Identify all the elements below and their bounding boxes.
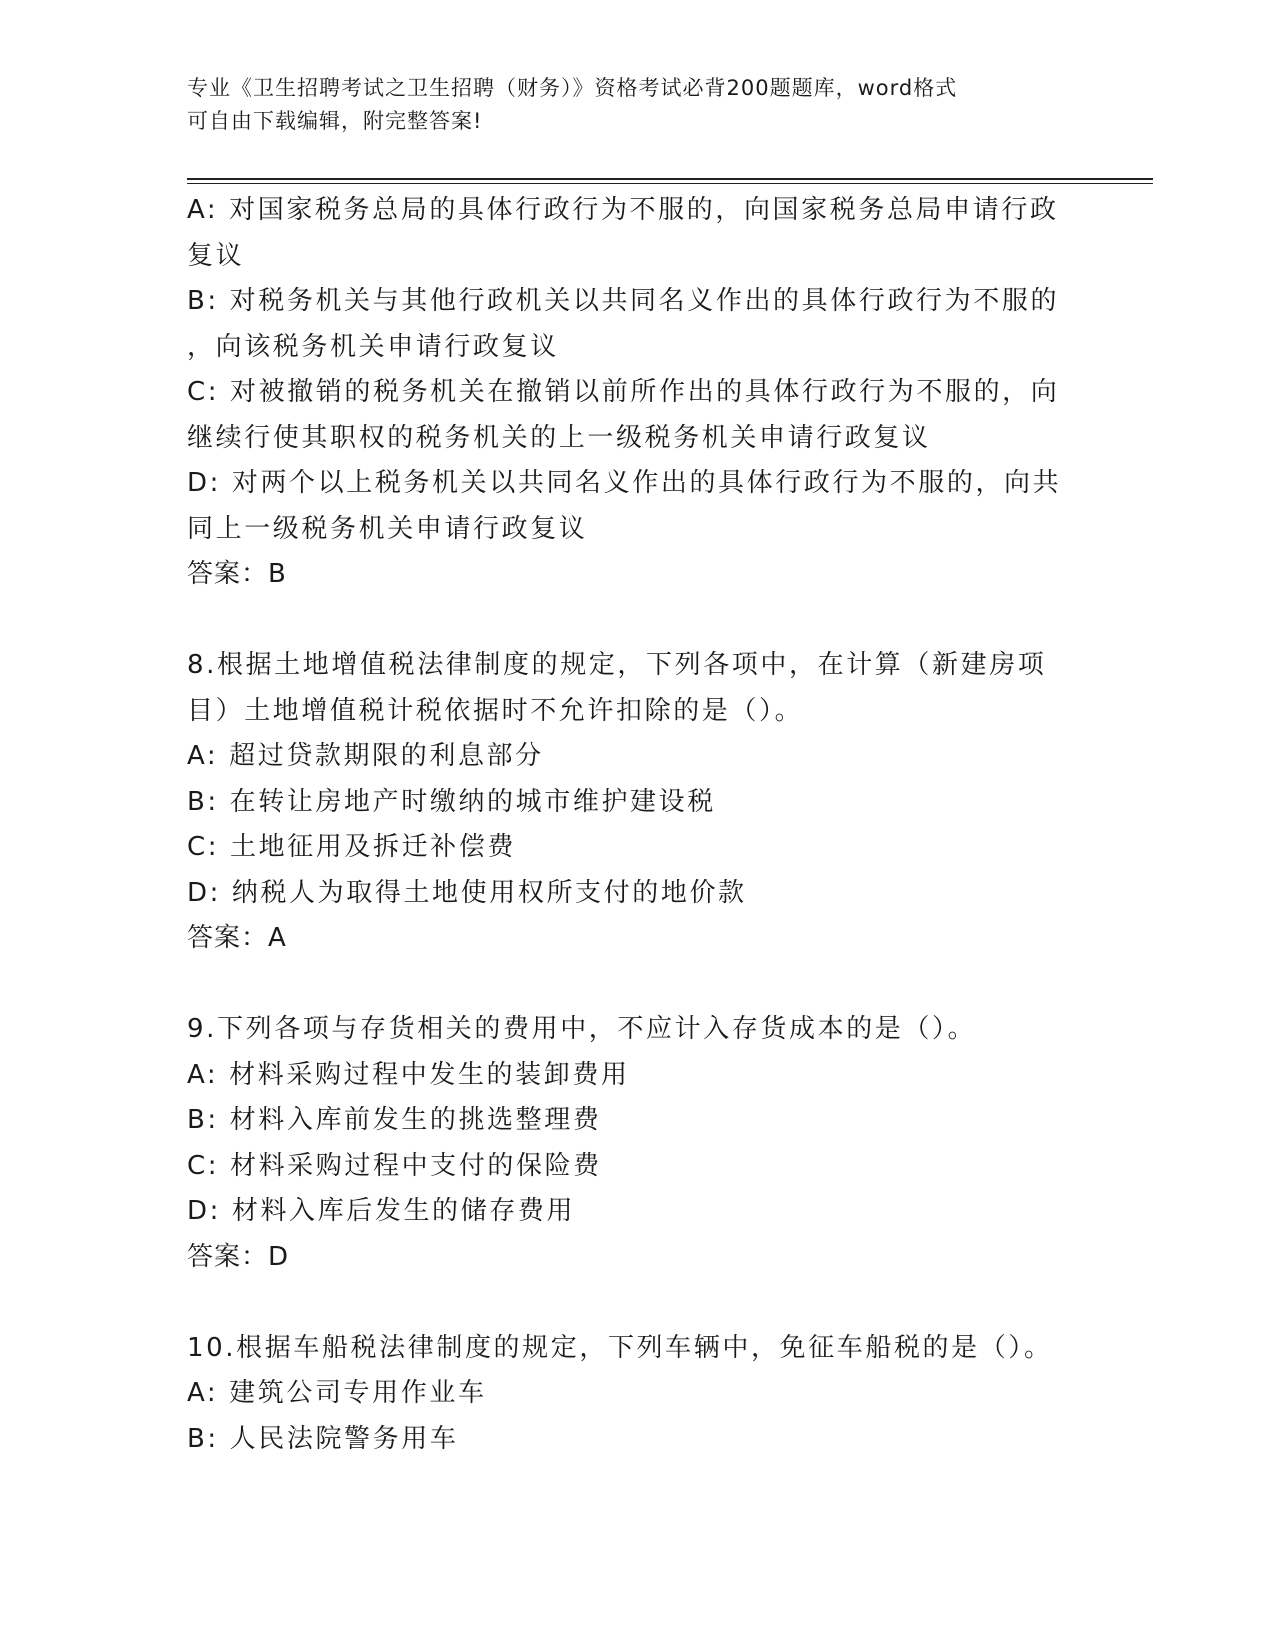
option-a-line-2: 复议: [187, 240, 245, 271]
header-rule-thin: [187, 183, 1153, 184]
option-c-line-1: C: 对被撤销的税务机关在撤销以前所作出的具体行政行为不服的，向: [187, 377, 1060, 407]
header-line-2: 可自由下载编辑，附完整答案!: [187, 109, 483, 133]
spacer: [187, 962, 1087, 1008]
header-rule-thick: [187, 178, 1153, 180]
option-b-line-1: B: 对税务机关与其他行政机关以共同名义作出的具体行政行为不服的: [187, 286, 1060, 316]
option-a: A: 建筑公司专用作业车: [187, 1378, 487, 1408]
option-a-line-1: A: 对国家税务总局的具体行政行为不服的，向国家税务总局申请行政: [187, 195, 1059, 225]
option-c: C: 土地征用及拆迁补偿费: [187, 832, 516, 862]
spacer: [187, 1280, 1087, 1326]
option-d-line-2: 同上一级税务机关申请行政复议: [187, 513, 588, 544]
option-b-line-2: ，向该税务机关申请行政复议: [187, 331, 559, 362]
question-stem-line-1: 8.根据土地增值税法律制度的规定，下列各项中，在计算（新建房项: [187, 650, 1047, 680]
answer-label: 答案：A: [187, 923, 287, 953]
option-a: A: 材料采购过程中发生的装卸费用: [187, 1059, 630, 1090]
answer-label: 答案：D: [187, 1241, 290, 1272]
option-b: B: 人民法院警务用车: [187, 1423, 459, 1454]
document-header: [187, 72, 1067, 138]
question-9: [187, 1007, 1087, 1280]
option-d-line-1: D: 对两个以上税务机关以共同名义作出的具体行政行为不服的，向共: [187, 468, 1062, 498]
option-a: A: 超过贷款期限的利息部分: [187, 741, 544, 771]
question-stem: 10.根据车船税法律制度的规定，下列车辆中，免征车船税的是（）。: [187, 1332, 1053, 1363]
option-b: B: 在转让房地产时缴纳的城市维护建设税: [187, 786, 716, 817]
option-c: C: 材料采购过程中支付的保险费: [187, 1150, 602, 1181]
option-d: D: 纳税人为取得土地使用权所支付的地价款: [187, 877, 747, 908]
question-stem: 9.下列各项与存货相关的费用中，不应计入存货成本的是（）。: [187, 1014, 977, 1044]
header-line-1: 专业《卫生招聘考试之卫生招聘（财务）》资格考试必背200题题库，word格式: [187, 76, 958, 100]
answer-label: 答案：B: [187, 559, 287, 589]
question-10: [187, 1326, 1087, 1463]
option-b: B: 材料入库前发生的挑选整理费: [187, 1105, 602, 1135]
spacer: [187, 598, 1087, 644]
question-stem-line-2: 目）土地增值税计税依据时不允许扣除的是（）。: [187, 695, 804, 726]
question-content: [187, 188, 1087, 1462]
question-7: [187, 188, 1087, 598]
option-d: D: 材料入库后发生的储存费用: [187, 1196, 576, 1226]
option-c-line-2: 继续行使其职权的税务机关的上一级税务机关申请行政复议: [187, 422, 931, 453]
question-8: [187, 643, 1087, 962]
